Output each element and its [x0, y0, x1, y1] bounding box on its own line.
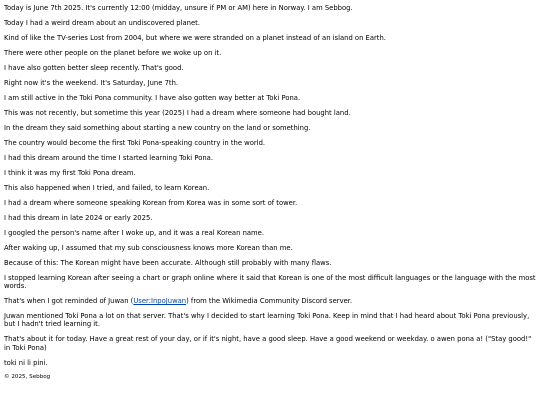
paragraph: Kind of like the TV-series Lost from 2004, but where we were stranded on a planet instead of an island on Earth. — [4, 34, 386, 42]
post-body — [4, 4, 536, 290]
juwan-text-before: That's when I got reminded of Juwan ( — [4, 297, 134, 306]
paragraph: I had a dream where someone speaking Korean from Korea was in some sort of tower. — [4, 199, 298, 207]
copyright-footer: © 2025, Sebbog — [4, 373, 51, 380]
paragraph: Today I had a weird dream about an undiscovered planet. — [4, 19, 200, 27]
paragraph: toki ni li pini. — [4, 358, 48, 367]
paragraph: I am still active in the Toki Pona community. I have also gotten way better at Toki Pona. — [4, 94, 301, 102]
paragraph: Today is June 7th 2025. It's currently 12:00 (midday, unsure if PM or AM) here in Norway. I am Sebbog. — [4, 4, 353, 12]
juwan-text-after: ) from the Wikimedia Community Discord server. — [186, 297, 353, 306]
paragraph: This also happened when I tried, and failed, to learn Korean. — [4, 184, 210, 192]
post-body-closing — [4, 312, 536, 367]
paragraph: Because of this: The Korean might have been accurate. Although still probably with many flaws. — [4, 259, 332, 267]
paragraph: In the dream they said something about starting a new country on the land or something. — [4, 124, 311, 132]
paragraph: After waking up, I assumed that my sub consciousness knows more Korean than me. — [4, 244, 293, 252]
paragraph: There were other people on the planet before we woke up on it. — [4, 49, 222, 57]
paragraph: I have also gotten better sleep recently. That's good. — [4, 64, 184, 72]
paragraph: I had this dream around the time I started learning Toki Pona. — [4, 154, 213, 162]
juwan-paragraph — [4, 297, 536, 305]
paragraph: I stopped learning Korean after seeing a chart or graph online where it said that Korean is one of the most difficult languages or the language with the most words. — [4, 274, 536, 291]
paragraph: I think it was my first Toki Pona dream. — [4, 169, 136, 177]
paragraph: I googled the person's name after I woke up, and it was a real Korean name. — [4, 229, 265, 237]
paragraph: The country would become the first Toki Pona-speaking country in the world. — [4, 139, 266, 147]
user-inpojuwan-link[interactable]: User:InpoJuwan — [133, 297, 187, 306]
paragraph: That's about it for today. Have a great rest of your day, or if it's night, have a good sleep. Have a good weekend or weekday. o awen pona a! ("Stay good!" in Toki Pona) — [4, 335, 532, 352]
paragraph: Right now it's the weekend. It's Saturday, June 7th. — [4, 79, 179, 87]
paragraph: Juwan mentioned Toki Pona a lot on that server. That's why I decided to start learning Toki Pona. Keep in mind that I had heard about Toki Pona previously, but I hadn't tried learning it. — [4, 312, 530, 329]
paragraph: This was not recently, but sometime this year (2025) I had a dream where someone had bought land. — [4, 109, 351, 117]
paragraph: I had this dream in late 2024 or early 2025. — [4, 214, 153, 222]
